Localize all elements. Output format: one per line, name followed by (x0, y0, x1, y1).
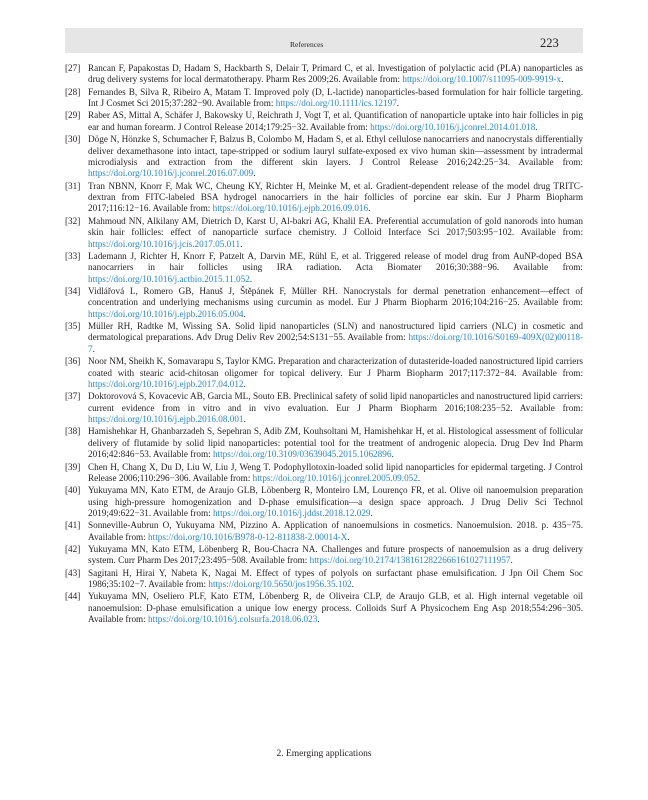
reference-number: [29] (65, 110, 81, 121)
reference-tail: . (243, 414, 246, 425)
reference-text: Raber AS, Mittal A, Schäfer J, Bakowsky U, Reichrath J, Vogt T, et al. Quantification of nanoparticle uptake into hair follicles in pig ear and human forearm. J Control Release 2014;179:25−32. Available from: (88, 110, 583, 132)
reference-item (65, 286, 583, 320)
doi-link[interactable]: https://doi.org/10.1007/s11095-009-9919-x (402, 74, 562, 85)
reference-text: Döge N, Hönzke S, Schumacher F, Balzus B, Colombo M, Hadam S, et al. Ethyl cellulose nanocarriers and nanocrystals differentially deliver dexamethasone into intact, tape-stripped or sodium lauryl sulfate-exposed ex vivo human skin—assessment by intradermal microdialysis and extraction from the different skin layers. J Control Release 2016;242:25−34. Available from: (88, 134, 583, 167)
reference-number: [39] (65, 461, 81, 472)
reference-item (65, 134, 583, 180)
reference-tail: . (243, 378, 246, 389)
reference-text: Lademann J, Richter H, Knorr F, Patzelt A, Darvin ME, Rühl E, et al. Triggered release of model drug from AuNP-doped BSA nanocarriers in hair follicles using IRA radiation. Acta Biomater 2016;30:388−96. Available from: (88, 250, 583, 273)
reference-number: [43] (65, 567, 81, 578)
reference-item (65, 426, 583, 460)
reference-number: [40] (65, 485, 81, 496)
reference-number: [27] (65, 63, 81, 73)
reference-text: Mahmoud NN, Alkilany AM, Dietrich D, Karst U, Al-bakri AG, Khalil EA. Preferential accumulation of gold nanorods into human skin hair follicles: effect of nanoparticle surface chemistry. J Colloid Interface Sci 2017;503:95−102. Available from: (88, 215, 583, 238)
reference-item (65, 63, 583, 86)
reference-tail: . (253, 168, 256, 179)
reference-tail: . (396, 98, 400, 109)
reference-tail: . (317, 614, 320, 625)
reference-text: Doktorovová S, Kovacevic AB, Garcia ML, Souto EB. Preclinical safety of solid lipid nanoparticles and nanostructured lipid carriers: current evidence from in vitro and in vivo evaluation. Eur J Pharm Biopharm 2016;108:235−52. Available from: (88, 391, 583, 413)
reference-tail: . (561, 74, 564, 85)
reference-number: [44] (65, 591, 81, 602)
reference-text: Tran NBNN, Knorr F, Mak WC, Cheung KY, Richter H, Meinke M, et al. Gradient-dependent release of the model drug TRITC-dextran from FITC-labeled BSA hydrogel nanocarriers in the hair follicles of porcine ear skin. Eur J Pharm Biopharm 2017;116:12−16. Available from: (88, 180, 583, 214)
reference-tail: . (243, 308, 246, 319)
reference-tail: . (347, 531, 350, 542)
reference-text: Fernandes B, Silva R, Ribeiro A, Matam T. Improved poly (D, L-lactide) nanoparticles-based formulation for hair follicle targeting. Int J Cosmet Sci 2015;37:282−90. Available from: (88, 86, 583, 109)
reference-number: [41] (65, 520, 81, 531)
reference-number: [35] (65, 321, 81, 332)
reference-tail: . (417, 472, 421, 483)
reference-number: [30] (65, 134, 81, 145)
reference-text: Noor NM, Sheikh K, Somavarapu S, Taylor KMG. Preparation and characterization of dutasteride-loaded nanostructured lipid carriers coated with stearic acid-chitosan oligomer for topical delivery. Eur J Pharm Biopharm 2017;117:372−84. Available from: (88, 356, 583, 378)
reference-item (65, 110, 583, 133)
reference-text: Rancan F, Papakostas D, Hadam S, Hackbarth S, Delair T, Primard C, et al. Investigation of polylactic acid (PLA) nanoparticles as drug delivery systems for local dermatotherapy. Pharm Res 2009;26. Available from: (88, 63, 583, 85)
reference-tail: . (535, 121, 538, 132)
reference-text: Yukuyama MN, Kato ETM, Löbenberg R, Bou-Chacra NA. Challenges and future prospects of nanoemulsion as a drug delivery system. Curr Pharm Des 2017;23:495−508. Available from: (88, 544, 583, 566)
reference-item (65, 87, 583, 110)
doi-link[interactable]: https://doi.org/10.1016/S0169-409X(02)00118-7 (88, 332, 583, 354)
doi-link[interactable]: https://doi.org/10.1016/j.jddst.2018.12.029 (212, 508, 371, 519)
reference-tail: . (351, 579, 354, 590)
reference-text: Vidlářová L, Romero GB, Hanuš J, Štěpánek F, Müller RH. Nanocrystals for dermal penetration enhancement—effect of concentration and underlying mechanisms using curcumin as model. Eur J Pharm Biopharm 2016;104:216−25. Available from: (88, 285, 583, 308)
doi-link[interactable]: https://doi.org/10.1016/j.colsurfa.2018.06.023 (148, 614, 318, 625)
reference-item (65, 391, 583, 425)
doi-link[interactable]: https://doi.org/10.1016/B978-0-12-811838-2.00014-X (148, 531, 348, 542)
doi-link[interactable]: https://doi.org/10.1016/j.ejpb.2016.09.016 (212, 203, 369, 214)
reference-text: Müller RH, Radtke M, Wissing SA. Solid lipid nanoparticles (SLN) and nanostructured lipid carriers (NLC) in cosmetic and dermatological preparations. Adv Drug Deliv Rev 2002;54:S131−55. Available from: (88, 321, 583, 343)
page-number: 223 (540, 36, 559, 50)
reference-number: [42] (65, 544, 81, 555)
footer-section-label: 2. Emerging applications (276, 749, 372, 759)
reference-tail: . (92, 343, 95, 354)
reference-tail: . (240, 238, 243, 249)
reference-item (65, 485, 583, 519)
running-title: References (290, 40, 324, 49)
doi-link[interactable]: https://doi.org/10.1016/j.jconrel.2005.09.052 (252, 472, 418, 483)
reference-tail: . (368, 203, 371, 214)
reference-item (65, 591, 583, 625)
reference-item (65, 356, 583, 390)
reference-item (65, 568, 583, 591)
reference-tail: . (510, 555, 513, 566)
reference-tail: . (249, 273, 253, 284)
reference-item (65, 462, 583, 485)
reference-list (65, 63, 583, 627)
reference-item (65, 216, 583, 250)
reference-text: Yukuyama MN, Kato ETM, de Araujo GLB, Löbenberg R, Monteiro LM, Lourenço FR, et al. Olive oil nanoemulsion preparation using high-pressure homogenization and D-phase emulsification—a design space approach. J Drug Deliv Sci Technol 2019;49:622−31. Available from: (88, 485, 583, 519)
reference-item (65, 181, 583, 215)
reference-number: [31] (65, 180, 81, 191)
reference-item (65, 321, 583, 355)
reference-text: Sagitani H, Hirai Y, Nabeta K, Nagai M. Effect of types of polyols on surfactant phase emulsification. J Jpn Oil Chem Soc 1986;35:102−7. Available from: (88, 567, 583, 590)
reference-item (65, 520, 583, 543)
doi-link[interactable]: https://doi.org/10.1016/j.jconrel.2014.01.018 (370, 121, 536, 132)
doi-link[interactable]: https://doi.org/10.1016/j.ejpb.2017.04.012 (88, 378, 244, 389)
reference-text: Hamishehkar H, Ghanbarzadeh S, Sepehran S, Adib ZM, Kouhsoltani M, Hamishehkar H, et al. Histological assessment of follicular delivery of flutamide by solid lipid nanoparticles: potential tool for the treatment of androgenic alopecia. Drug Dev Ind Pharm 2016;42:846−53. Available from: (88, 426, 583, 460)
reference-number: [33] (65, 250, 81, 261)
reference-number: [32] (65, 215, 81, 226)
reference-number: [38] (65, 426, 81, 437)
doi-link[interactable]: https://doi.org/10.1016/j.actbio.2015.11.052 (88, 273, 250, 284)
reference-text: Chen H, Chang X, Du D, Liu W, Liu J, Weng T. Podophyllotoxin-loaded solid lipid nanoparticles for epidermal targeting. J Control Release 2006;110:296−306. Available from: (88, 461, 583, 483)
reference-item (65, 251, 583, 285)
reference-tail: . (370, 508, 373, 519)
doi-link[interactable]: https://doi.org/10.1016/j.ejpb.2016.05.004 (88, 308, 244, 319)
reference-number: [28] (65, 86, 81, 97)
reference-number: [34] (65, 285, 81, 296)
reference-text: Sonneville-Aubrun O, Yukuyama NM, Pizzino A. Application of nanoemulsions in cosmetics. Nanoemulsion. 2018. p. 435−75. Available from: (88, 520, 583, 542)
reference-item (65, 544, 583, 567)
doi-link[interactable]: https://doi.org/10.2174/1381612822666161027111957 (309, 555, 511, 566)
doi-link[interactable]: https://doi.org/10.5650/jos1956.35.102 (208, 579, 352, 590)
reference-number: [36] (65, 356, 81, 367)
doi-link[interactable]: https://doi.org/10.1016/j.ejpb.2016.08.001 (88, 414, 244, 425)
doi-link[interactable]: https://doi.org/10.1111/ics.12197 (275, 98, 397, 109)
reference-text: Yukuyama MN, Oseliero PLF, Kato ETM, Löbenberg R, de Oliveira CLP, de Araujo GLB, et al. High internal vegetable oil nanoemulsion: D-phase emulsification a unique low energy process. Colloids Surf A Physicochem Eng Asp 2018;554:296−305. Available from: (88, 591, 583, 625)
doi-link[interactable]: https://doi.org/10.1016/j.jconrel.2016.07.009 (88, 168, 254, 179)
doi-link[interactable]: https://doi.org/10.1016/j.jcis.2017.05.011 (88, 238, 241, 249)
header-band (65, 28, 583, 53)
reference-number: [37] (65, 391, 81, 402)
doi-link[interactable]: https://doi.org/10.3109/03639045.2015.1062896 (212, 449, 392, 460)
reference-tail: . (391, 449, 394, 460)
